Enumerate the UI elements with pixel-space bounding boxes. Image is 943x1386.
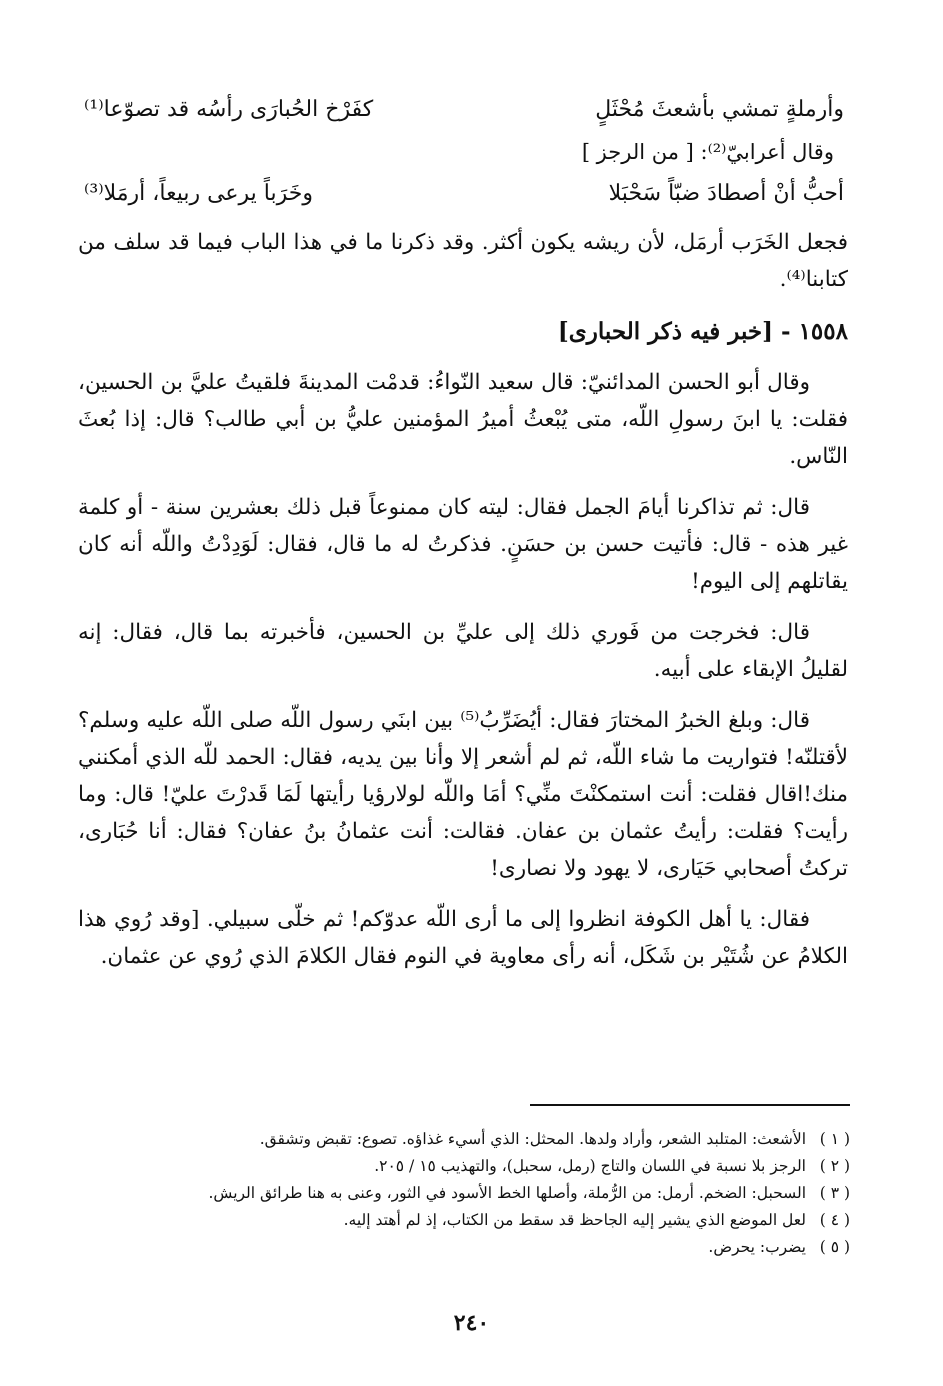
footnote	[120, 1234, 850, 1261]
paragraph-3: قال: فخرجت من فَوري ذلك إلى عليِّ بن الحسين، فأخبرته بما قال، فقال: إنه لقليلُ الإبقاء على أبيه.	[78, 620, 848, 682]
page-number: ٢٤٠	[453, 1310, 490, 1336]
paragraph-4: قال: وبلغ الخبرُ المختارَ فقال: أيُضَرِّبُ⁽⁵⁾ بين ابنَي رسول اللّه صلى اللّه عليه وسلم؟ لأقتلنّه! فتواريت ما شاء اللّه، ثم لم أشعر إلا وأنا بين يديه، فقال: الحمد للّه الذي أمكنني منك!اقال فقلت: أنت استمكنْتَ منِّي؟ أمَا واللّه لولارؤيا رأيتها لَمَا قَدرْتَ عليّ! قال: وما رأيت؟ فقلت: رأيتُ عثمان بن عفان. فقالت: أنت عثمانُ بنُ عفان؟ فقال: أنا حُبَارى، تركتُ أصحابي حَيَارى، لا يهود ولا نصارى!	[78, 708, 848, 881]
paragraph-5: فقال: يا أهل الكوفة انظروا إلى ما أرى اللّه عدوّكم! ثم خلّى سبيلي. [وقد رُوي هذا الكلامُ عن شُتَيْر بن شَكَل، أنه رأى معاوية في النوم فقال الكلامَ الذي رُوي عن عثمان.	[78, 907, 848, 969]
verse-2-first-hemistich: أحبُّ أنْ أصطادَ ضبّاً سَحْبَلا	[608, 181, 844, 206]
footnote	[120, 1126, 850, 1153]
verse-2-second-hemistich: وخَرَباً يرعى ربيعاً، أرمَلا⁽³⁾	[84, 181, 313, 206]
footnote-text: الأشعث: المتلبد الشعر، وأراد ولدها. المحثل: الذي أسيء غذاؤه. تصوع: تقبض وتشقق.	[259, 1130, 806, 1148]
footnote-number: ( ٥ )	[819, 1238, 850, 1256]
footnote-text: الرجز بلا نسبة في اللسان والتاج (رمل، سحبل)، والتهذيب ١٥ / ٢٠٥.	[374, 1157, 806, 1175]
page-body	[78, 90, 848, 989]
verse-1-first-hemistich: وأرملةٍ تمشي بأشعثَ مُحْثَلٍ	[595, 97, 844, 122]
footnote-number: ( ١ )	[819, 1130, 850, 1148]
footnote-text: يضرب: يحرض.	[708, 1238, 806, 1256]
verse-1-second-hemistich: كفَرْخ الحُبارَى رأسُه قد تصوّعا⁽¹⁾	[84, 97, 374, 122]
verse-2	[78, 174, 848, 218]
footnote-number: ( ٤ )	[819, 1211, 850, 1229]
footnote-number: ( ٢ )	[819, 1157, 850, 1175]
footnote-number: ( ٣ )	[819, 1184, 850, 1202]
footnote	[120, 1207, 850, 1234]
footnote-text: السحبل: الضخم. أرمل: من الرُّملة، وأصلها الخط الأسود في الثور، وعنى به هنا طرائق الريش.	[208, 1184, 806, 1202]
verse-2-intro: وقال أعرابيّ⁽²⁾: [ من الرجز ]	[581, 140, 834, 164]
paragraph-0: فجعل الخَرَب أرمَل، لأن ريشه يكون أكثر. وقد ذكرنا ما في هذا الباب فيما قد سلف من كتابنا⁽⁴⁾.	[78, 230, 848, 292]
section-heading: ١٥٥٨ - [خبر فيه ذكر الحبارى]	[557, 318, 848, 345]
footnote-text: لعل الموضع الذي يشير إليه الجاحظ قد سقط من الكتاب، إذ لم أهتد إليه.	[343, 1211, 806, 1229]
footnote	[120, 1180, 850, 1207]
verse-1	[78, 90, 848, 134]
paragraph-2: قال: ثم تذاكرنا أيامَ الجمل فقال: ليته كان ممنوعاً قبل ذلك بعشرين سنة - أو كلمة غير هذه - قال: فأتيت حسن بن حسَنٍ. فذكرتُ له ما قال، فقال: لَوَدِدْتُ واللّه أنه كان يقاتلهم إلى اليوم!	[78, 495, 848, 594]
paragraph-1: وقال أبو الحسن المدائنيّ: قال سعيد النّواءُ: قدمْت المدينةَ فلقيتُ عليَّ بن الحسين، فقلت: يا ابنَ رسولِ اللّه، متى يُبْعثُ أميرُ المؤمنين عليُّ بن أبي طالب؟ قال: إذا بُعثَ النّاس.	[78, 370, 848, 469]
footnotes	[120, 1126, 850, 1261]
footnote	[120, 1153, 850, 1180]
footnote-divider	[530, 1104, 850, 1106]
